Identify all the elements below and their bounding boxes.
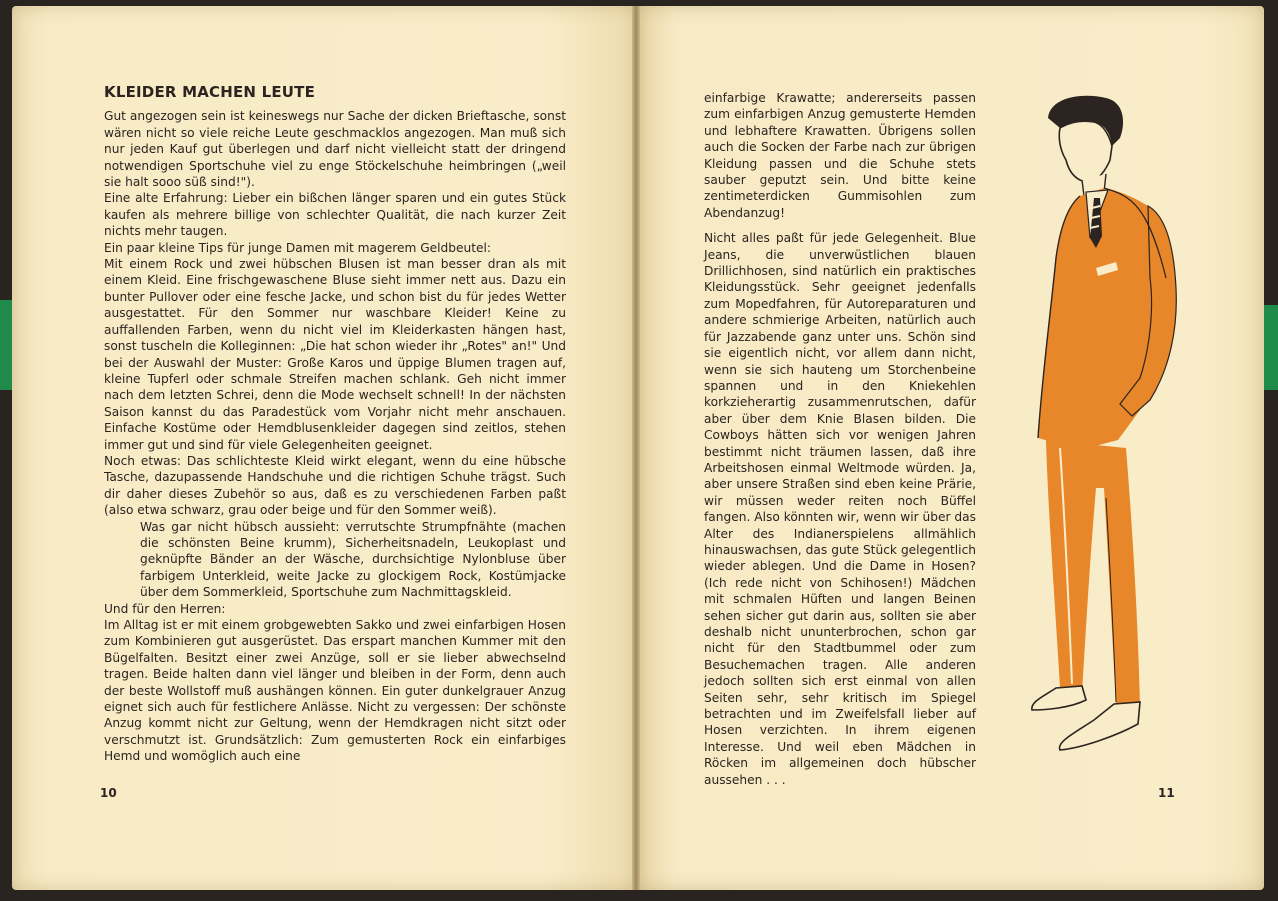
- paragraph: Gut angezogen sein ist keineswegs nur Sache der dicken Brieftasche, sonst wären nicht so viele reiche Leute geschmacklos angezogen. Man muß sich nur jeden Kauf gut überlegen und darf nicht vielleicht statt der dringend notwendigen Sportschuhe viel zu enge Stöckelschuhe heimbringen („weil sie halt sooo süß sind!").: [104, 109, 566, 190]
- paragraph: Ein paar kleine Tips für junge Damen mit magerem Geldbeutel:: [104, 240, 492, 255]
- right-edge-tab: [1264, 305, 1278, 390]
- right-page-text: [704, 90, 976, 797]
- right-shoe: [1059, 702, 1140, 750]
- book-gutter: [632, 6, 640, 890]
- left-page-text: [104, 84, 566, 765]
- paragraph: Nicht alles paßt für jede Gelegenheit. Blue Jeans, die unverwüstlichen blauen Drillichhosen, sind natürlich ein praktisches Kleidungsstück. Sehr geeignet jedenfalls zum Mopedfahren, für Autoreparaturen und andere schmierige Arbeiten, natürlich auch für Jazzabende ganz unter uns. Schön sind sie eigentlich nicht, vor allem dann nicht, wenn sie sich hauteng um Storchenbeine spannen und in den Kniekehlen korkzieherartig zusammenrutschen, dafür aber über dem Knie Blasen bilden. Die Cowboys hätten sich vor wenigen Jahren bestimmt nicht träumen lassen, daß ihre Arbeitshosen einmal Weltmode würden. Ja, aber unsere Straßen sind eben keine Prärie, wir müssen weder reiten noch Büffel fangen. Also könnten wir, wenn wir über das Alter des Indianerspielens allmählich hinauswachsen, das gute Stück gelegentlich wieder ablegen. Und die Dame in Hosen? (Ich rede nicht von Schihosen!) Mädchen mit schmalen Hüften und langen Beinen sehen sicher gut darin aus, sollten sie aber deshalb nicht ununterbrochen, schon gar nicht für den Stadtbummel oder zum Besuchemachen tragen. Alle anderen jedoch sollten sich erst einmal von allen Seiten sehr, sehr kritisch im Spiegel betrachten und im Zweifelsfall lieber auf Hosen verzichten. In ihrem eigenen Interesse. Und weil eben Mädchen in Röcken im allgemeinen doch hübscher aussehen . . .: [704, 231, 976, 787]
- page-number-left: 10: [100, 786, 117, 800]
- page-number-right: 11: [1158, 786, 1175, 800]
- paragraph: Und für den Herren:: [104, 601, 226, 616]
- trousers: [1046, 440, 1140, 708]
- chapter-title: KLEIDER MACHEN LEUTE: [104, 83, 316, 101]
- indented-paragraph: Was gar nicht hübsch aussieht: verrutschte Strumpfnähte (machen die schönsten Beine krumm), Sicherheitsnadeln, Leukoplast und geknüpfte Bänder an der Wäsche, durchsichtige Nylonbluse über farbigem Unterkleid, weite Jacke zu glockigem Rock, Kostümjacke über dem Sommerkleid, Sportschuhe zum Nachmittagskleid.: [140, 519, 566, 600]
- paragraph: Im Alltag ist er mit einem grobgewebten Sakko und zwei einfarbigen Hosen zum Kombinieren gut ausgerüstet. Das erspart manchen Kummer mit den Bügelfalten. Besitzt einer zwei Anzüge, soll er sie lieber abwechselnd tragen. Beide halten dann viel länger und bleiben in der Form, denn auch der beste Wollstoff muß aushängen können. Ein guter dunkelgrauer Anzug eignet sich auch für festlichere Anlässe. Nicht zu vergessen: Der schönste Anzug kommt nicht zur Geltung, wenn der Hemdkragen nicht sitzt oder verschmutzt ist. Grundsätzlich: Zum gemusterten Rock ein einfarbiges Hemd und womöglich auch eine: [104, 618, 566, 764]
- paragraph: Mit einem Rock und zwei hübschen Blusen ist man besser dran als mit einem Kleid. Eine frischgewaschene Bluse sieht immer nett aus. Dazu ein bunter Pullover oder eine fesche Jacke, und schon bist du für jedes Wetter ausgestattet. Für den Sommer nur waschbare Kleider! Keine zu auffallenden Farben, wenn du nicht viel im Kleiderkasten hängen hast, sonst tuscheln die Kolleginnen: „Die hat schon wieder ihr „Rotes" an!" Und bei der Auswahl der Muster: Große Karos und üppige Blumen tragen auf, kleine Tupferl oder schmale Streifen machen schlank. Geh nicht immer nach dem letzten Schrei, denn die Mode wechselt schnell! In der nächsten Saison kannst du das Paradestück vom Vorjahr nicht mehr anschauen. Einfache Kostüme oder Hemdblusenkleider dagegen sind zeitlos, stehen immer gut und sind für viele Gelegenheiten geeignet.: [104, 257, 566, 452]
- paragraph: Eine alte Erfahrung: Lieber ein bißchen länger sparen und ein gutes Stück kaufen als mehrere billige von schlechter Qualität, die nach kurzer Zeit nichts mehr taugen.: [104, 191, 566, 239]
- man-in-orange-suit-illustration: [1020, 88, 1190, 768]
- paragraph: Noch etwas: Das schlichteste Kleid wirkt elegant, wenn du eine hübsche Tasche, dazupassende Handschuhe und die richtigen Schuhe trägst. Such dir daher dieses Zubehör so aus, daß es zu verschiedenen Farben paßt (also etwa schwarz, grau oder beige und für den Sommer weiß).: [104, 453, 566, 518]
- left-shoe: [1032, 686, 1086, 710]
- paragraph: einfarbige Krawatte; andererseits passen zum einfarbigen Anzug gemusterte Hemden und lebhaftere Krawatten. Übrigens sollen auch die Socken der Farbe nach zur übrigen Kleidung passen und die Schuhe stets sauber geputzt sein. Und bitte keine zentimeterdicken Gummisohlen zum Abendanzug!: [704, 91, 976, 220]
